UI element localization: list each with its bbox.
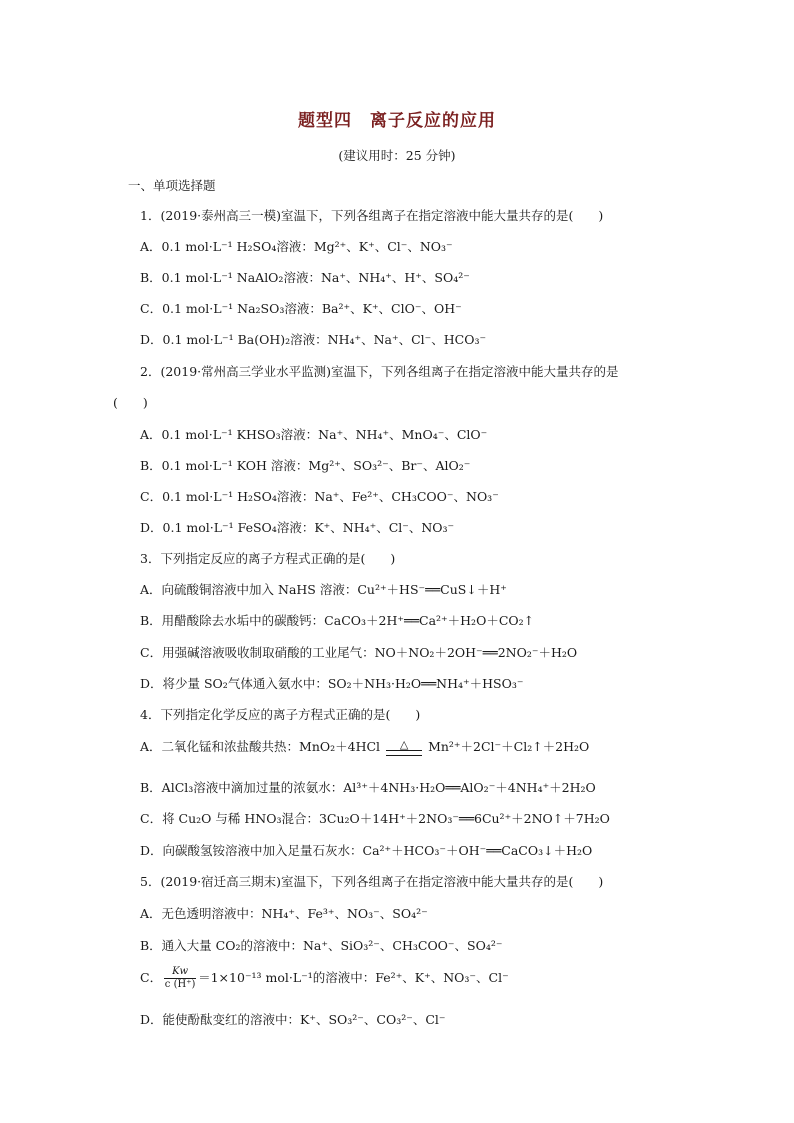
kw-fraction [164,966,196,991]
q2-stem-continued: ( ) [113,395,148,410]
q2-stem: 2．(2019·常州高三学业水平监测)室温下，下列各组离子在指定溶液中能大量共存的是 [140,364,619,379]
q3-option-d: D．将少量 SO₂气体通入氨水中：SO₂＋NH₃·H₂O══NH₄⁺＋HSO₃⁻ [140,676,524,691]
fraction-denominator: c (H⁺) [164,979,196,990]
q5-option-c-text: ＝1×10⁻¹³ mol·L⁻¹的溶液中：Fe²⁺、K⁺、NO₃⁻、Cl⁻ [198,970,509,985]
q1-option-c: C．0.1 mol·L⁻¹ Na₂SO₃溶液：Ba²⁺、K⁺、ClO⁻、OH⁻ [140,301,462,316]
q2-option-a: A．0.1 mol·L⁻¹ KHSO₃溶液：Na⁺、NH₄⁺、MnO₄⁻、ClO⁻ [140,427,488,442]
q4-option-b: B．AlCl₃溶液中滴加过量的浓氨水：Al³⁺＋4NH₃·H₂O══AlO₂⁻＋4NH₄⁺＋2H₂O [140,780,596,795]
q2-option-c: C．0.1 mol·L⁻¹ H₂SO₄溶液：Na⁺、Fe²⁺、CH₃COO⁻、NO₃⁻ [140,489,499,504]
section-heading: 一、单项选择题 [128,178,216,193]
q5-option-b: B．通入大量 CO₂的溶液中：Na⁺、SiO₃²⁻、CH₃COO⁻、SO₄²⁻ [140,938,503,953]
q4-option-c: C．将 Cu₂O 与稀 HNO₃混合：3Cu₂O＋14H⁺＋2NO₃⁻══6Cu²⁺＋2NO↑＋7H₂O [140,811,610,826]
q4-stem: 4．下列指定化学反应的离子方程式正确的是( ) [140,707,421,722]
q4-option-d: D．向碳酸氢铵溶液中加入足量石灰水：Ca²⁺＋HCO₃⁻＋OH⁻══CaCO₃↓＋H₂O [140,843,593,858]
q3-option-c: C．用强碱溶液吸收制取硝酸的工业尾气：NO＋NO₂＋2OH⁻══2NO₂⁻＋H₂O [140,645,578,660]
q5-option-a: A．无色透明溶液中：NH₄⁺、Fe³⁺、NO₃⁻、SO₄²⁻ [140,906,428,921]
q1-option-b: B．0.1 mol·L⁻¹ NaAlO₂溶液：Na⁺、NH₄⁺、H⁺、SO₄²⁻ [140,270,470,285]
q4-option-a-products: Mn²⁺＋2Cl⁻＋Cl₂↑＋2H₂O [428,739,590,754]
q2-option-d: D．0.1 mol·L⁻¹ FeSO₄溶液：K⁺、NH₄⁺、Cl⁻、NO₃⁻ [140,520,455,535]
q4-option-a [140,739,589,756]
q5-stem: 5．(2019·宿迁高三期末)室温下，下列各组离子在指定溶液中能大量共存的是( ) [140,874,604,889]
q5-option-d: D．能使酚酞变红的溶液中：K⁺、SO₃²⁻、CO₃²⁻、Cl⁻ [140,1012,446,1027]
fraction-numerator: Kw [164,966,196,979]
q1-stem: 1．(2019·泰州高三一模)室温下，下列各组离子在指定溶液中能大量共存的是( ) [140,208,604,223]
q4-option-a-reactants: A．二氧化锰和浓盐酸共热：MnO₂＋4HCl [140,739,381,754]
q1-option-a: A．0.1 mol·L⁻¹ H₂SO₄溶液：Mg²⁺、K⁺、Cl⁻、NO₃⁻ [140,239,453,254]
heating-condition-arrow [386,737,422,756]
q3-stem: 3．下列指定反应的离子方程式正确的是( ) [140,551,396,566]
time-suggestion: (建议用时：25 分钟) [338,148,456,163]
heat-triangle-icon: △ [399,737,409,751]
q2-option-b: B．0.1 mol·L⁻¹ KOH 溶液：Mg²⁺、SO₃²⁻、Br⁻、AlO₂⁻ [140,458,471,473]
q3-option-b: B．用醋酸除去水垢中的碳酸钙：CaCO₃＋2H⁺══Ca²⁺＋H₂O＋CO₂↑ [140,613,535,628]
page-title: 题型四 离子反应的应用 [298,111,496,131]
q5-option-c [140,966,509,991]
q3-option-a: A．向硫酸铜溶液中加入 NaHS 溶液：Cu²⁺＋HS⁻══CuS↓＋H⁺ [140,582,507,597]
q5-option-c-label: C． [140,970,163,985]
q1-option-d: D．0.1 mol·L⁻¹ Ba(OH)₂溶液：NH₄⁺、Na⁺、Cl⁻、HCO₃⁻ [140,332,487,347]
